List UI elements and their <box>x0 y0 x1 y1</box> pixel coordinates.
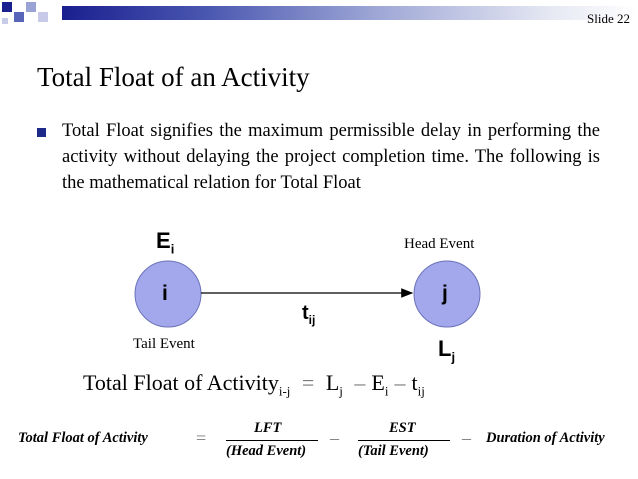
eq2-lft: LFT <box>254 420 282 436</box>
eq2-duration: Duration of Activity <box>486 430 605 446</box>
eq1-lhs-sub: i-j <box>278 383 291 399</box>
ei-main: E <box>156 228 171 253</box>
tail-node-label: i <box>162 282 168 305</box>
ei-sub: i <box>170 241 175 257</box>
eq2-minus: – <box>462 428 471 448</box>
eq1-t2: E <box>371 370 385 395</box>
lj-main: L <box>438 336 452 361</box>
eq1-t1-sub: j <box>339 383 343 399</box>
eq2-lft-fraction-line <box>226 440 318 441</box>
lj-sub: j <box>451 349 456 365</box>
eq1-t1: L <box>325 370 340 395</box>
tij-main: t <box>302 302 309 324</box>
eq1-lhs: Total Float of Activity <box>83 370 279 395</box>
total-float-equation <box>83 370 425 399</box>
tij-label <box>302 302 315 327</box>
tail-event-label: Tail Event <box>133 336 195 352</box>
eq1-t3: t <box>411 370 418 395</box>
eq2-lhs: Total Float of Activity <box>18 430 148 446</box>
ei-label <box>156 228 174 256</box>
head-event-label: Head Event <box>404 236 475 252</box>
eq2-lft-sub: (Head Event) <box>226 443 307 459</box>
eq1-t2-sub: i <box>384 383 389 399</box>
head-node-label: j <box>442 282 448 305</box>
eq1-t3-sub: ij <box>417 383 425 399</box>
tail-node-circle <box>135 261 201 327</box>
lj-label <box>438 336 455 364</box>
eq2-est: EST <box>389 420 416 436</box>
slide-number: Slide 22 <box>587 11 630 26</box>
eq2-minus: – <box>330 428 339 448</box>
eq2-est-fraction-line <box>358 440 450 441</box>
bullet-text: Total Float signifies the maximum permissible delay in performing the activity without delaying the project completion time. The following is the mathematical relation for Total Float <box>62 121 600 193</box>
eq1-minus: – <box>394 370 406 395</box>
eq2-equals: = <box>196 428 207 448</box>
tij-sub: ij <box>308 313 316 327</box>
eq1-equals: = <box>301 370 315 395</box>
eq1-minus: – <box>354 370 366 395</box>
slide-title: Total Float of an Activity <box>37 62 310 92</box>
eq2-est-sub: (Tail Event) <box>358 443 429 459</box>
